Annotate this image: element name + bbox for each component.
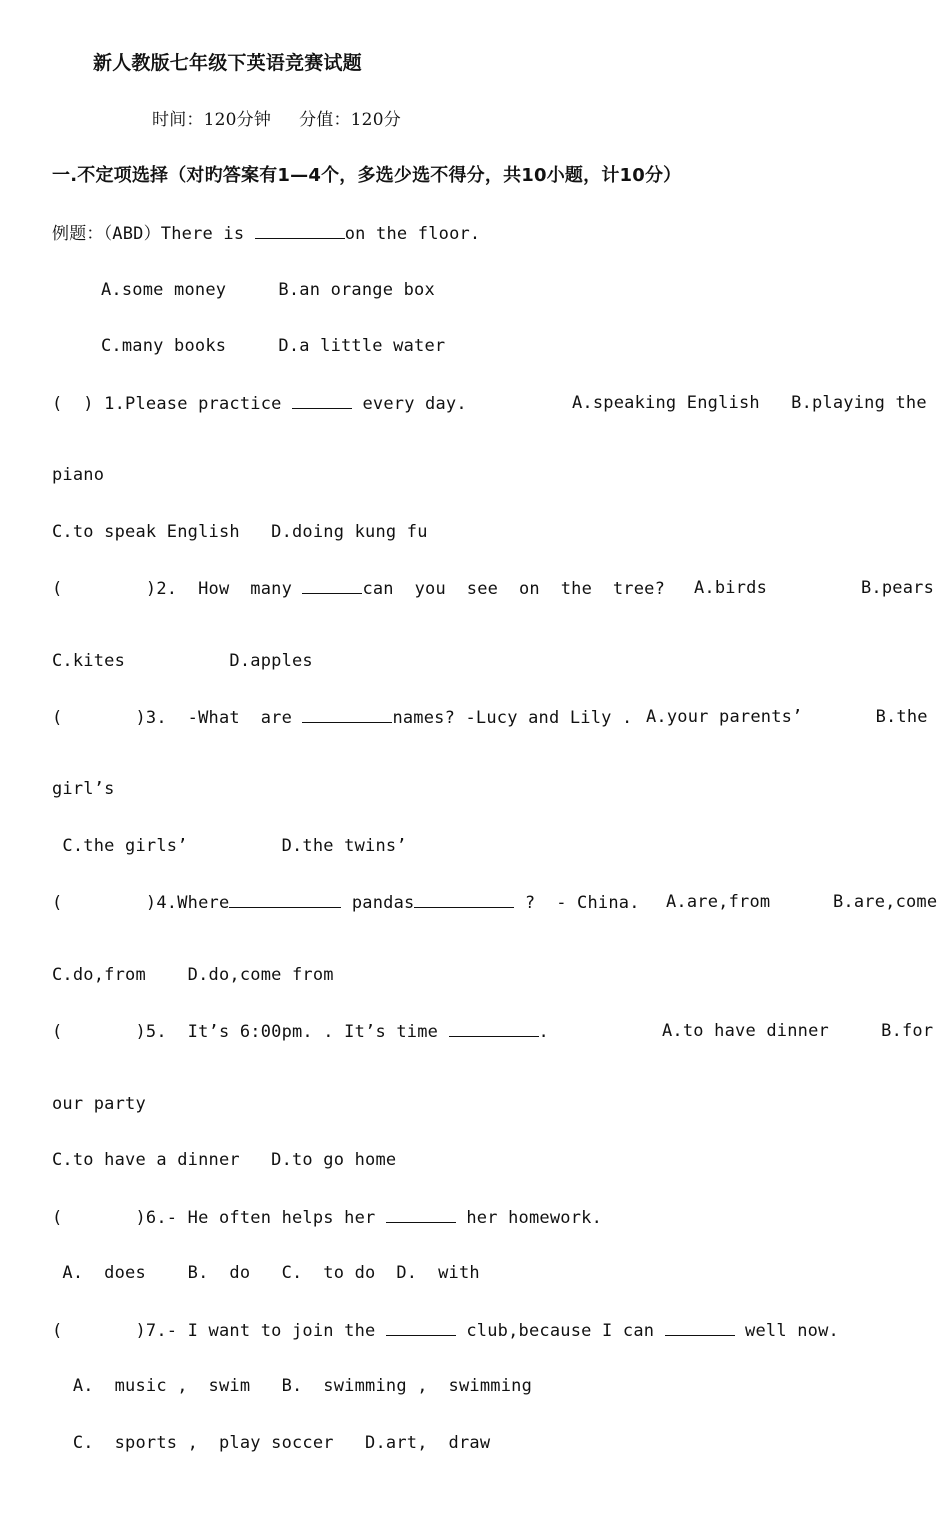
answer-blank bbox=[292, 392, 352, 409]
question-1-options-right: A.speaking English B.playing the bbox=[572, 393, 927, 413]
question-2-options-right: A.birds B.pears bbox=[694, 578, 935, 598]
question-2-stem bbox=[52, 577, 665, 600]
question-2-options: C.kites D.apples bbox=[52, 651, 313, 671]
question-5-stem-a: ( )5. It’s 6:00pm. . It’s time bbox=[52, 1022, 449, 1042]
example-options-row1: A.some money B.an orange box bbox=[101, 280, 435, 300]
answer-blank bbox=[414, 891, 514, 908]
question-2-stem-a: ( )2. How many bbox=[52, 579, 303, 599]
question-1-stem-b: every day. bbox=[352, 394, 467, 414]
answer-blank bbox=[449, 1020, 539, 1037]
question-4-stem bbox=[52, 891, 640, 914]
question-4-options-right: A.are,from B.are,come bbox=[666, 892, 938, 912]
question-7-stem-b: club,because I can bbox=[455, 1321, 665, 1341]
question-5-stem-b: . bbox=[538, 1022, 549, 1042]
question-1-wrap: piano bbox=[52, 465, 105, 485]
question-5-wrap: our party bbox=[52, 1094, 146, 1114]
example-options-row2: C.many books D.a little water bbox=[101, 336, 446, 356]
question-1-stem-a: ( ) 1.Please practice bbox=[52, 394, 293, 414]
question-7-stem-c: well now. bbox=[734, 1321, 839, 1341]
example-stem-b: on the floor. bbox=[344, 224, 481, 244]
question-3-wrap: girl’s bbox=[52, 779, 115, 799]
question-5-options: C.to have a dinner D.to go home bbox=[52, 1150, 397, 1170]
question-1-options: C.to speak English D.doing kung fu bbox=[52, 522, 428, 542]
answer-blank bbox=[386, 1319, 456, 1336]
question-4-stem-c: ? - China. bbox=[514, 893, 640, 913]
question-6-stem bbox=[52, 1206, 602, 1229]
question-2-stem-b: can you see on the tree? bbox=[362, 579, 666, 599]
answer-blank bbox=[302, 577, 362, 594]
exam-meta: 时间：120分钟 分值：120分 bbox=[152, 110, 401, 130]
question-7-stem bbox=[52, 1319, 839, 1342]
question-3-stem-b: names? -Lucy and Lily . bbox=[392, 708, 633, 728]
question-7-options-row1: A. music , swim B. swimming , swimming bbox=[52, 1376, 533, 1396]
example-stem bbox=[52, 222, 480, 245]
answer-blank bbox=[386, 1206, 456, 1223]
question-1-stem bbox=[52, 392, 467, 415]
question-3-options: C.the girls’ D.the twins’ bbox=[52, 836, 407, 856]
question-7-stem-a: ( )7.- I want to join the bbox=[52, 1321, 386, 1341]
question-4-options: C.do,from D.do,come from bbox=[52, 965, 334, 985]
question-4-stem-a: ( )4.Where bbox=[52, 893, 230, 913]
question-3-stem bbox=[52, 706, 632, 729]
question-3-options-right: A.your parents’ B.the bbox=[646, 707, 928, 727]
answer-blank bbox=[229, 891, 341, 908]
question-5-options-right: A.to have dinner B.for bbox=[662, 1021, 934, 1041]
answer-blank bbox=[665, 1319, 735, 1336]
example-stem-a: 例题：（ABD）There is bbox=[52, 224, 255, 244]
answer-blank bbox=[302, 706, 392, 723]
question-6-stem-b: her homework. bbox=[455, 1208, 603, 1228]
question-7-options-row2: C. sports , play soccer D.art, draw bbox=[52, 1433, 491, 1453]
question-6-stem-a: ( )6.- He often helps her bbox=[52, 1208, 386, 1228]
page-title: 新人教版七年级下英语竞赛试题 bbox=[93, 52, 362, 74]
question-3-stem-a: ( )3. -What are bbox=[52, 708, 303, 728]
question-5-stem bbox=[52, 1020, 549, 1043]
question-6-options: A. does B. do C. to do D. with bbox=[52, 1263, 480, 1283]
question-4-stem-b: pandas bbox=[341, 893, 415, 913]
section-heading: 一.不定项选择（对旳答案有1—4个，多选少选不得分，共10小题，计10分） bbox=[52, 165, 682, 186]
answer-blank bbox=[255, 222, 345, 239]
